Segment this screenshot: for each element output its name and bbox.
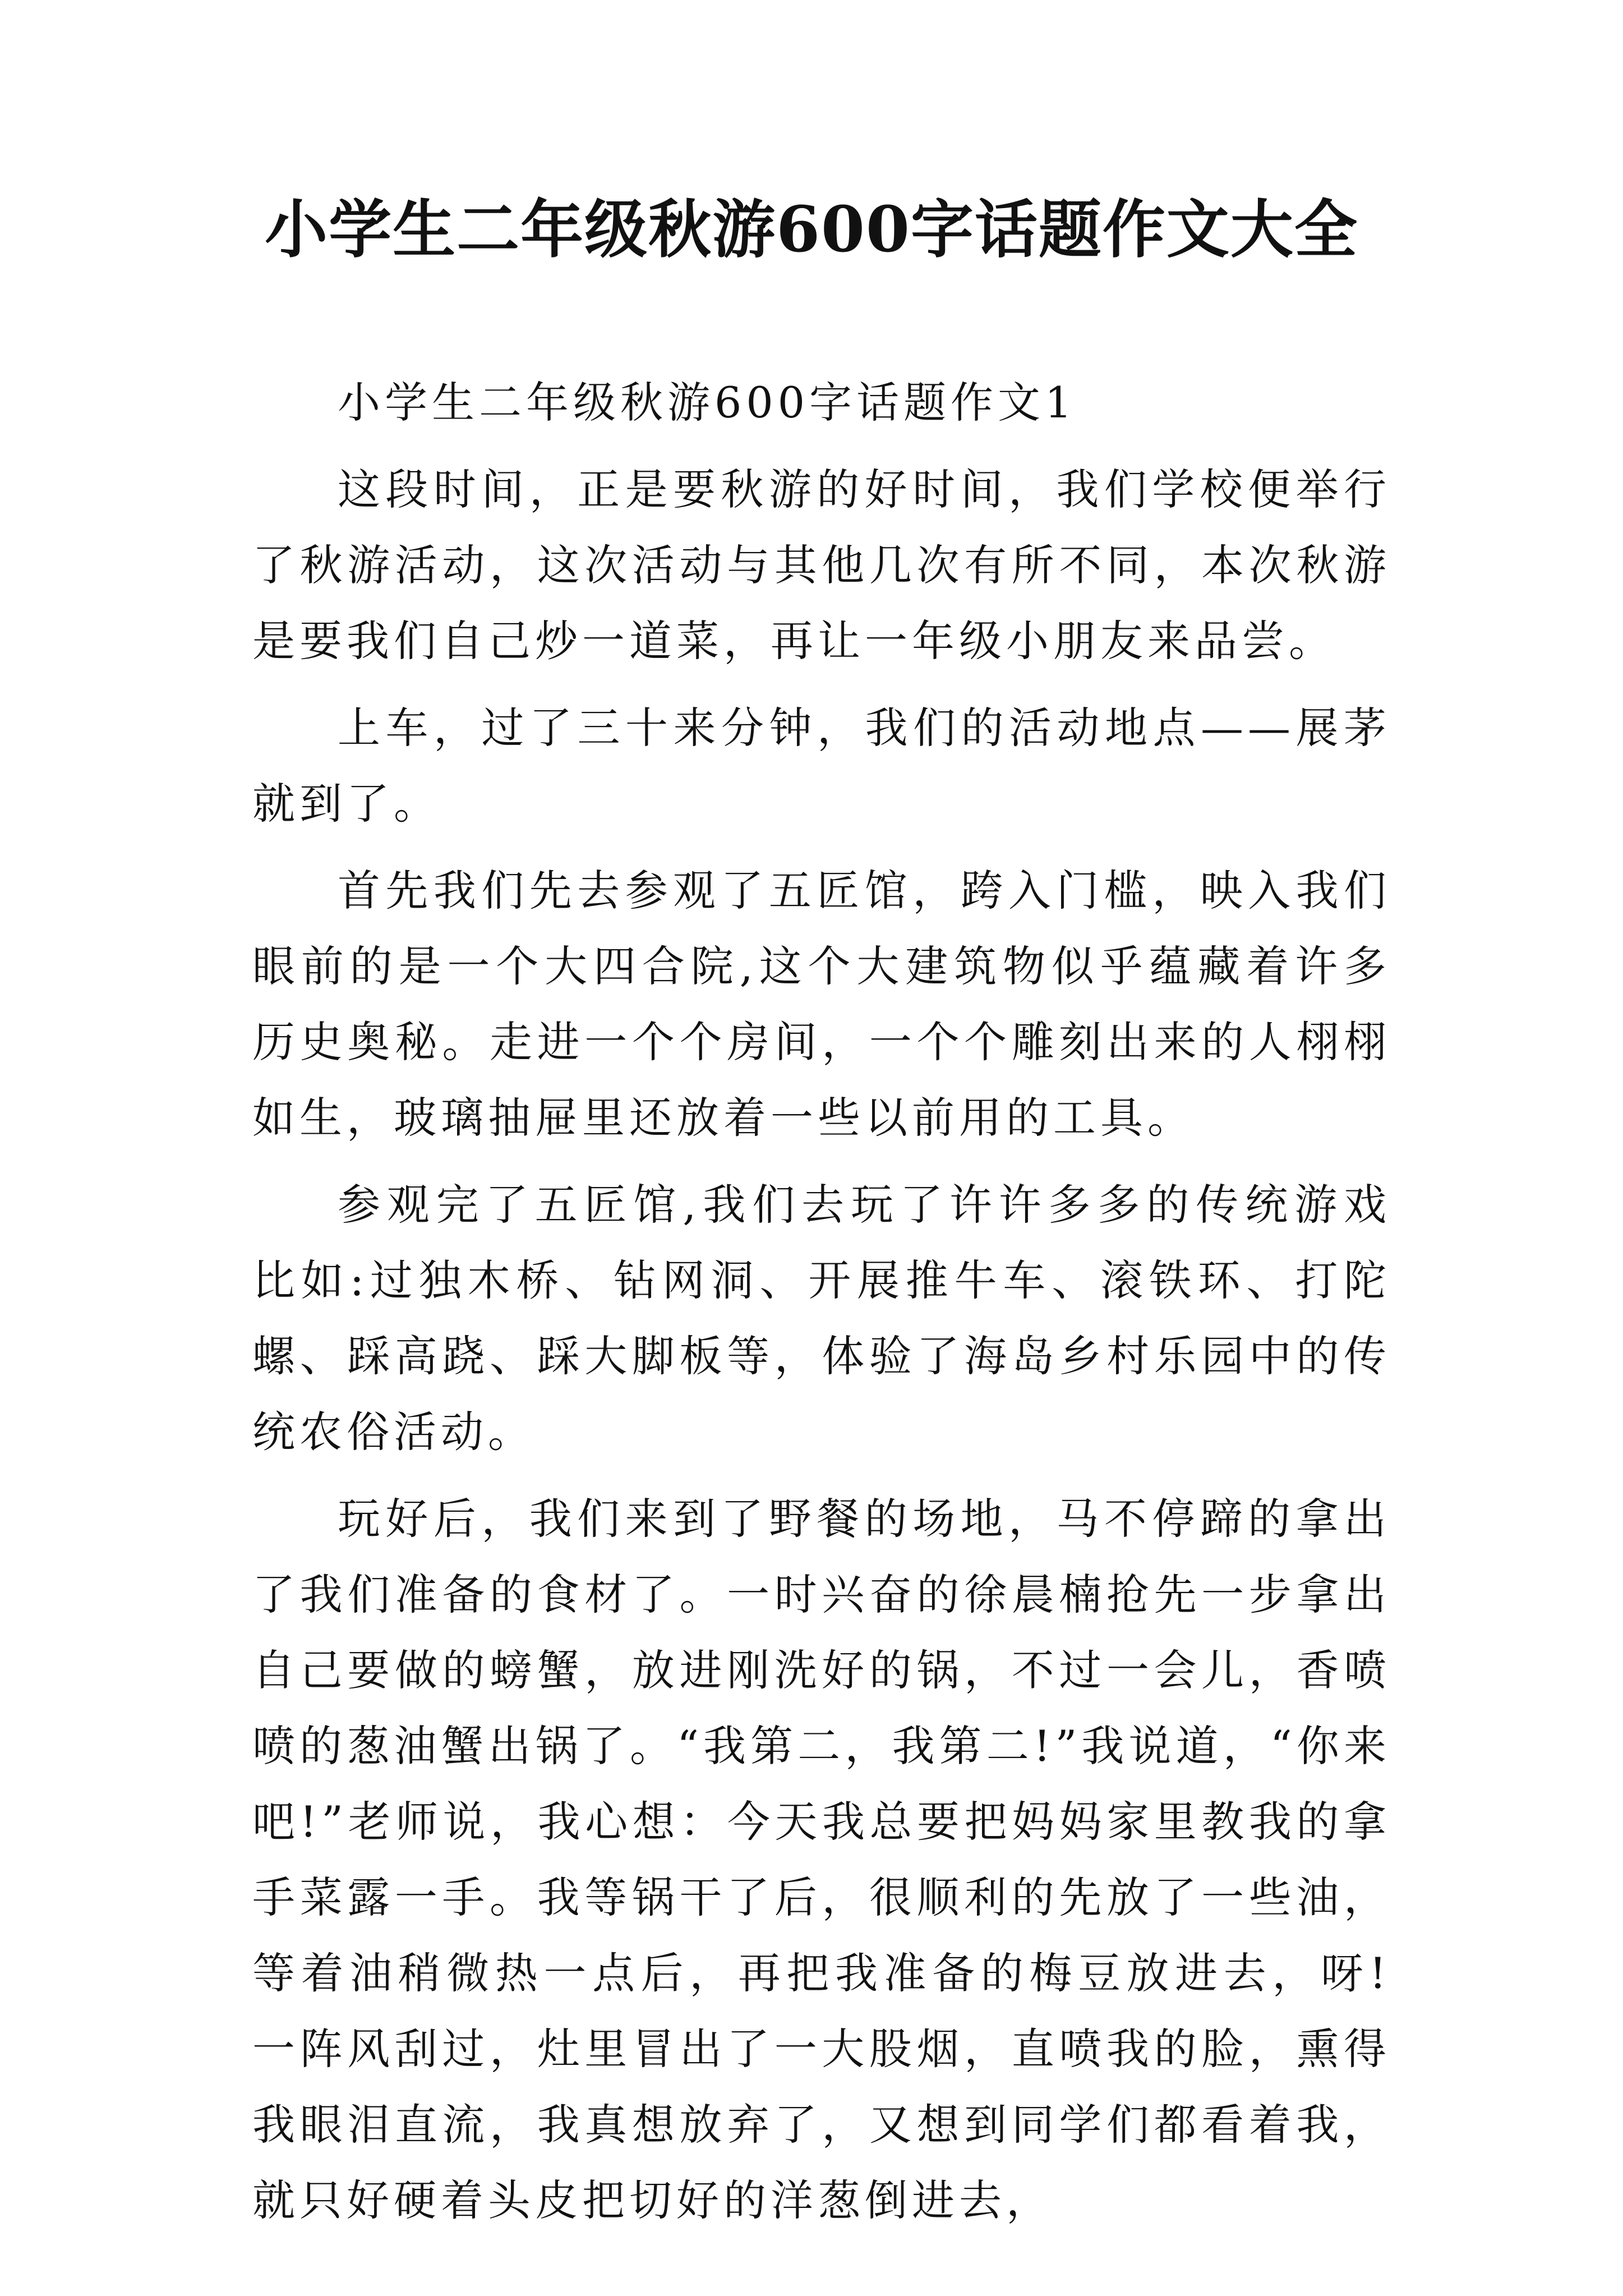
document-title: 小学生二年级秋游600字话题作文大全: [265, 193, 1358, 266]
paragraph-3: 首先我们先去参观了五匠馆，跨入门槛，映入我们眼前的是一个大四合院,这个大建筑物似乎蕴藏着许多历史奥秘。走进一个个房间，一个个雕刻出来的人栩栩如生，玻璃抽屉里还放着一些以前用的工具。: [252, 866, 1391, 1143]
paragraph-5: 玩好后，我们来到了野餐的场地，马不停蹄的拿出了我们准备的食材了。一时兴奋的徐晨楠抢先一步拿出自己要做的螃蟹，放进刚洗好的锅，不过一会儿，香喷喷的葱油蟹出锅了。“我第二，我第二!”我说道，“你来吧!”老师说，我心想：今天我总要把妈妈家里教我的拿手菜露一手。我等锅干了后，很顺利的先放了一些油，等着油稍微热一点后，再把我准备的梅豆放进去，呀!一阵风刮过，灶里冒出了一大股烟，直喷我的脸，熏得我眼泪直流，我真想放弃了，又想到同学们都看着我，就只好硬着头皮把切好的洋葱倒进去，: [252, 1494, 1391, 2225]
document-body: [252, 365, 1391, 2249]
paragraph-1: 这段时间，正是要秋游的好时间，我们学校便举行了秋游活动，这次活动与其他几次有所不同，本次秋游是要我们自己炒一道菜，再让一年级小朋友来品尝。: [252, 464, 1391, 666]
essay-subtitle: 小学生二年级秋游600字话题作文1: [338, 378, 1077, 427]
paragraph-2: 上车，过了三十来分钟，我们的活动地点——展茅就到了。: [252, 703, 1391, 829]
paragraph-4: 参观完了五匠馆,我们去玩了许许多多的传统游戏比如:过独木桥、钻网洞、开展推牛车、滚铁环、打陀螺、踩高跷、踩大脚板等，体验了海岛乡村乐园中的传统农俗活动。: [252, 1180, 1391, 1457]
